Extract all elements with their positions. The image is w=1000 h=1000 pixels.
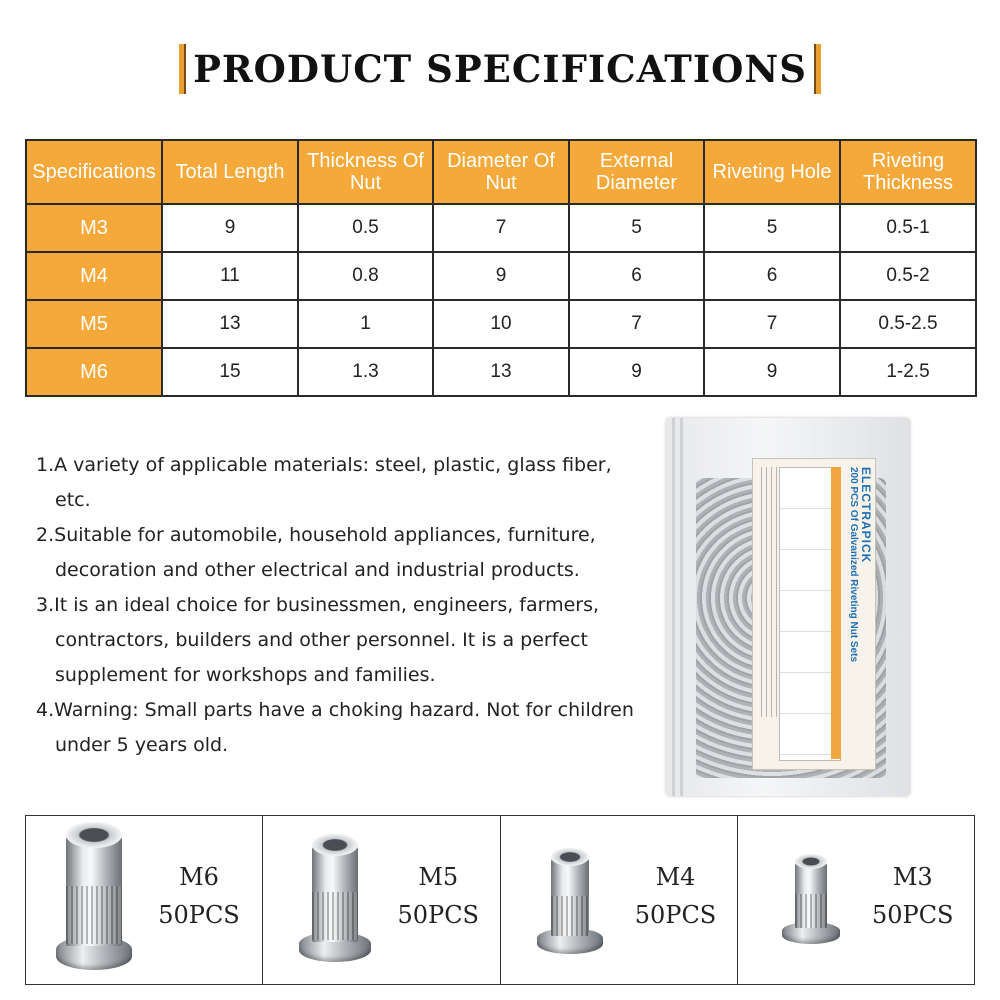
part-label-m3	[868, 858, 958, 934]
table-row	[26, 204, 976, 252]
cell-external-diameter: 7	[569, 300, 704, 348]
cell-total-length: 9	[162, 204, 298, 252]
cell-thickness: 1.3	[298, 348, 433, 396]
package-label	[752, 458, 876, 770]
part-label-m6	[154, 858, 244, 934]
part-qty: 50PCS	[872, 901, 954, 929]
cell-riveting-hole: 7	[704, 300, 840, 348]
bag-seal-ridge	[672, 418, 675, 796]
header-thickness-of-nut: Thickness Of Nut	[298, 140, 433, 204]
part-cell-m5	[263, 816, 500, 984]
header-riveting-hole: Riveting Hole	[704, 140, 840, 204]
package-brand: ELECTRAPICK	[859, 467, 873, 564]
cell-external-diameter: 6	[569, 252, 704, 300]
header-diameter-of-nut: Diameter Of Nut	[433, 140, 569, 204]
title-box	[179, 40, 821, 98]
note-applications: 2.Suitable for automobile, household appliances, furniture, decoration and other electrical and industrial products.	[36, 524, 596, 581]
cell-diameter: 10	[433, 300, 569, 348]
cell-riveting-hole: 9	[704, 348, 840, 396]
note-materials: 1.A variety of applicable materials: steel, plastic, glass fiber, etc.	[36, 454, 612, 511]
header-total-length: Total Length	[162, 140, 298, 204]
part-qty: 50PCS	[397, 901, 479, 929]
part-size: M4	[655, 863, 696, 891]
cell-riveting-thickness: 0.5-2	[840, 252, 976, 300]
cell-total-length: 11	[162, 252, 298, 300]
cell-diameter: 9	[433, 252, 569, 300]
table-row	[26, 348, 976, 396]
feature-notes	[36, 448, 636, 763]
cell-size: M3	[26, 204, 162, 252]
page-title: PRODUCT SPECIFICATIONS	[193, 47, 807, 91]
part-label-m5	[393, 858, 483, 934]
cell-size: M4	[26, 252, 162, 300]
part-cell-m6	[26, 816, 263, 984]
spec-table	[25, 139, 977, 397]
part-size: M3	[892, 863, 933, 891]
cell-total-length: 13	[162, 300, 298, 348]
parts-strip	[25, 815, 975, 985]
title-bar-right	[814, 44, 821, 94]
package-label-content	[755, 459, 876, 769]
cell-riveting-thickness: 0.5-2.5	[840, 300, 976, 348]
cell-thickness: 0.5	[298, 204, 433, 252]
part-size: M5	[418, 863, 459, 891]
spec-table-header-row	[26, 140, 976, 204]
bag-seal-ridge	[680, 418, 683, 796]
table-row	[26, 300, 976, 348]
note-users: 3.It is an ideal choice for businessmen, engineers, farmers, contractors, builders and other personnel. It is a perfect supplement for workshops and families.	[36, 594, 600, 686]
part-cell-m4	[501, 816, 738, 984]
table-row	[26, 252, 976, 300]
package-label-table-header	[831, 467, 841, 759]
cell-size: M5	[26, 300, 162, 348]
header-riveting-thickness: Riveting Thickness	[840, 140, 976, 204]
title-bar-left	[179, 44, 186, 94]
note-warning: 4.Warning: Small parts have a choking hazard. Not for children under 5 years old.	[36, 699, 634, 756]
cell-external-diameter: 9	[569, 348, 704, 396]
part-cell-m3	[738, 816, 974, 984]
cell-thickness: 1	[298, 300, 433, 348]
title-section	[0, 40, 1000, 98]
header-external-diameter: External Diameter	[569, 140, 704, 204]
cell-riveting-hole: 5	[704, 204, 840, 252]
part-qty: 50PCS	[158, 901, 240, 929]
package-title: 200 PCS Of Galvanized Riveting Nut Sets	[848, 467, 859, 663]
package-label-text-lines	[761, 467, 777, 717]
cell-riveting-thickness: 1-2.5	[840, 348, 976, 396]
cell-total-length: 15	[162, 348, 298, 396]
header-specifications: Specifications	[26, 140, 162, 204]
part-size: M6	[179, 863, 219, 891]
cell-size: M6	[26, 348, 162, 396]
part-qty: 50PCS	[634, 901, 717, 929]
cell-riveting-thickness: 0.5-1	[840, 204, 976, 252]
cell-riveting-hole: 6	[704, 252, 840, 300]
part-label-m4	[631, 858, 721, 934]
cell-external-diameter: 5	[569, 204, 704, 252]
cell-diameter: 13	[433, 348, 569, 396]
cell-diameter: 7	[433, 204, 569, 252]
cell-thickness: 0.8	[298, 252, 433, 300]
